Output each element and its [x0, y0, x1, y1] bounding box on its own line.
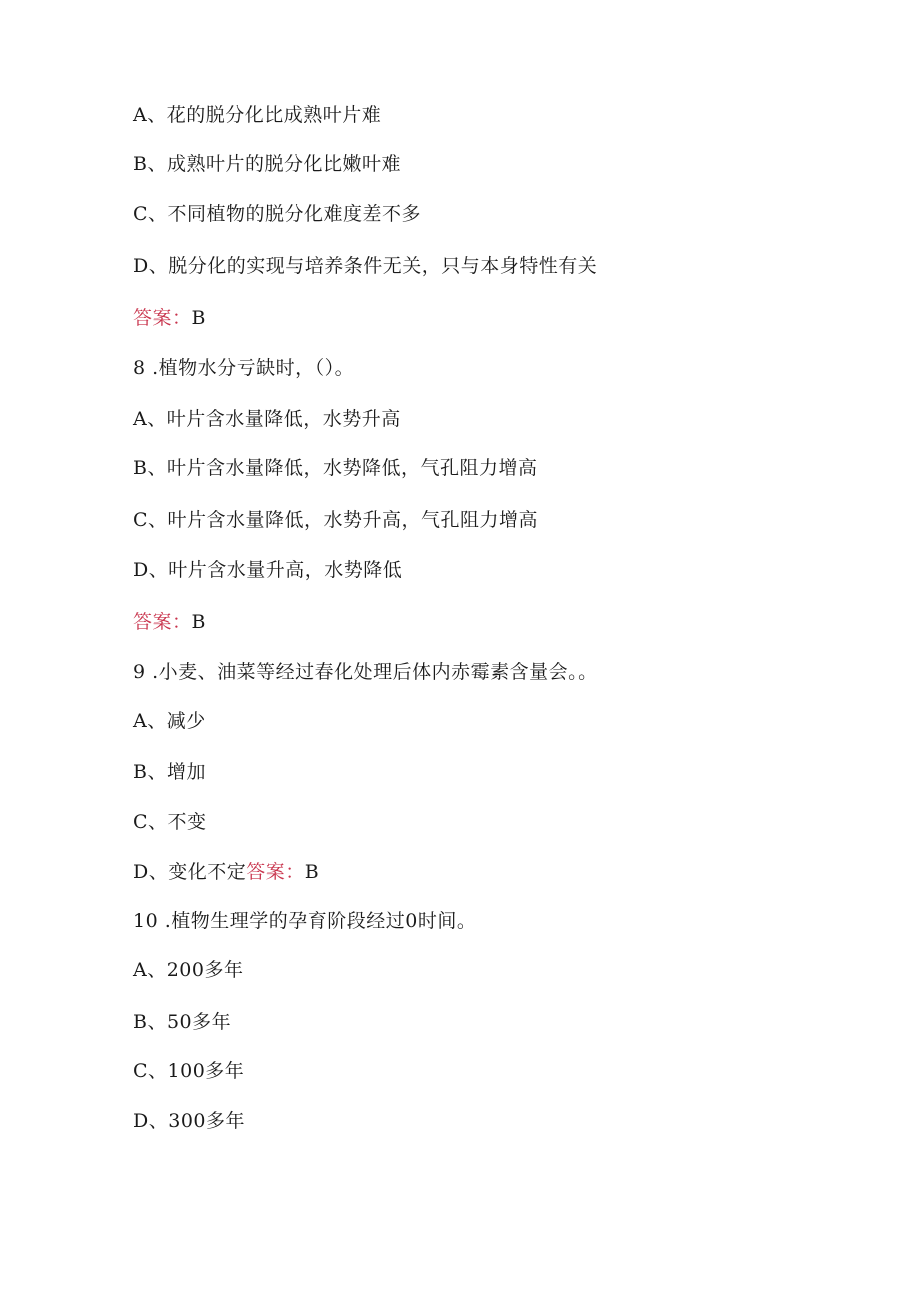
q7-option-c: C、不同植物的脱分化难度差不多 — [133, 203, 422, 225]
q9-question: 9 .小麦、油菜等经过春化处理后体内赤霉素含量会。。 — [133, 661, 598, 683]
q8-option-c: C、叶片含水量降低，水势升高，气孔阻力增高 — [133, 509, 539, 531]
q8-answer-value: B — [191, 611, 206, 633]
q7-answer-label: 答案： — [133, 307, 192, 329]
q10-option-a: A、200多年 — [133, 959, 244, 981]
q10-option-b: B、50多年 — [133, 1011, 232, 1033]
q8-question: 8 .植物水分亏缺时，（）。 — [133, 357, 355, 379]
q9-answer-value: B — [304, 861, 320, 883]
q7-option-a: A、花的脱分化比成熟叶片难 — [133, 104, 382, 126]
q7-option-d: D、脱分化的实现与培养条件无关，只与本身特性有关 — [133, 255, 598, 277]
q8-option-a: A、叶片含水量降低，水势升高 — [133, 408, 401, 430]
q10-option-d: D、300多年 — [133, 1110, 245, 1132]
q7-option-b: B、成熟叶片的脱分化比嫩叶难 — [133, 153, 401, 175]
q8-answer-label: 答案： — [133, 611, 192, 633]
q8-option-b: B、叶片含水量降低，水势降低，气孔阻力增高 — [133, 457, 538, 479]
q9-option-d: D、变化不定 — [133, 861, 247, 883]
q9-option-b: B、增加 — [133, 761, 206, 783]
q9-answer-label: 答案： — [246, 861, 305, 883]
q10-question: 10 .植物生理学的孕育阶段经过0时间。 — [133, 910, 477, 932]
q9-option-d-with-answer — [133, 860, 319, 884]
q7-answer — [133, 306, 206, 330]
q9-option-a: A、减少 — [133, 710, 206, 732]
q9-option-c: C、不变 — [133, 811, 207, 833]
q7-answer-value: B — [191, 307, 206, 329]
q8-answer — [133, 610, 206, 634]
q10-option-c: C、100多年 — [133, 1060, 245, 1082]
q8-option-d: D、叶片含水量升高，水势降低 — [133, 559, 403, 581]
